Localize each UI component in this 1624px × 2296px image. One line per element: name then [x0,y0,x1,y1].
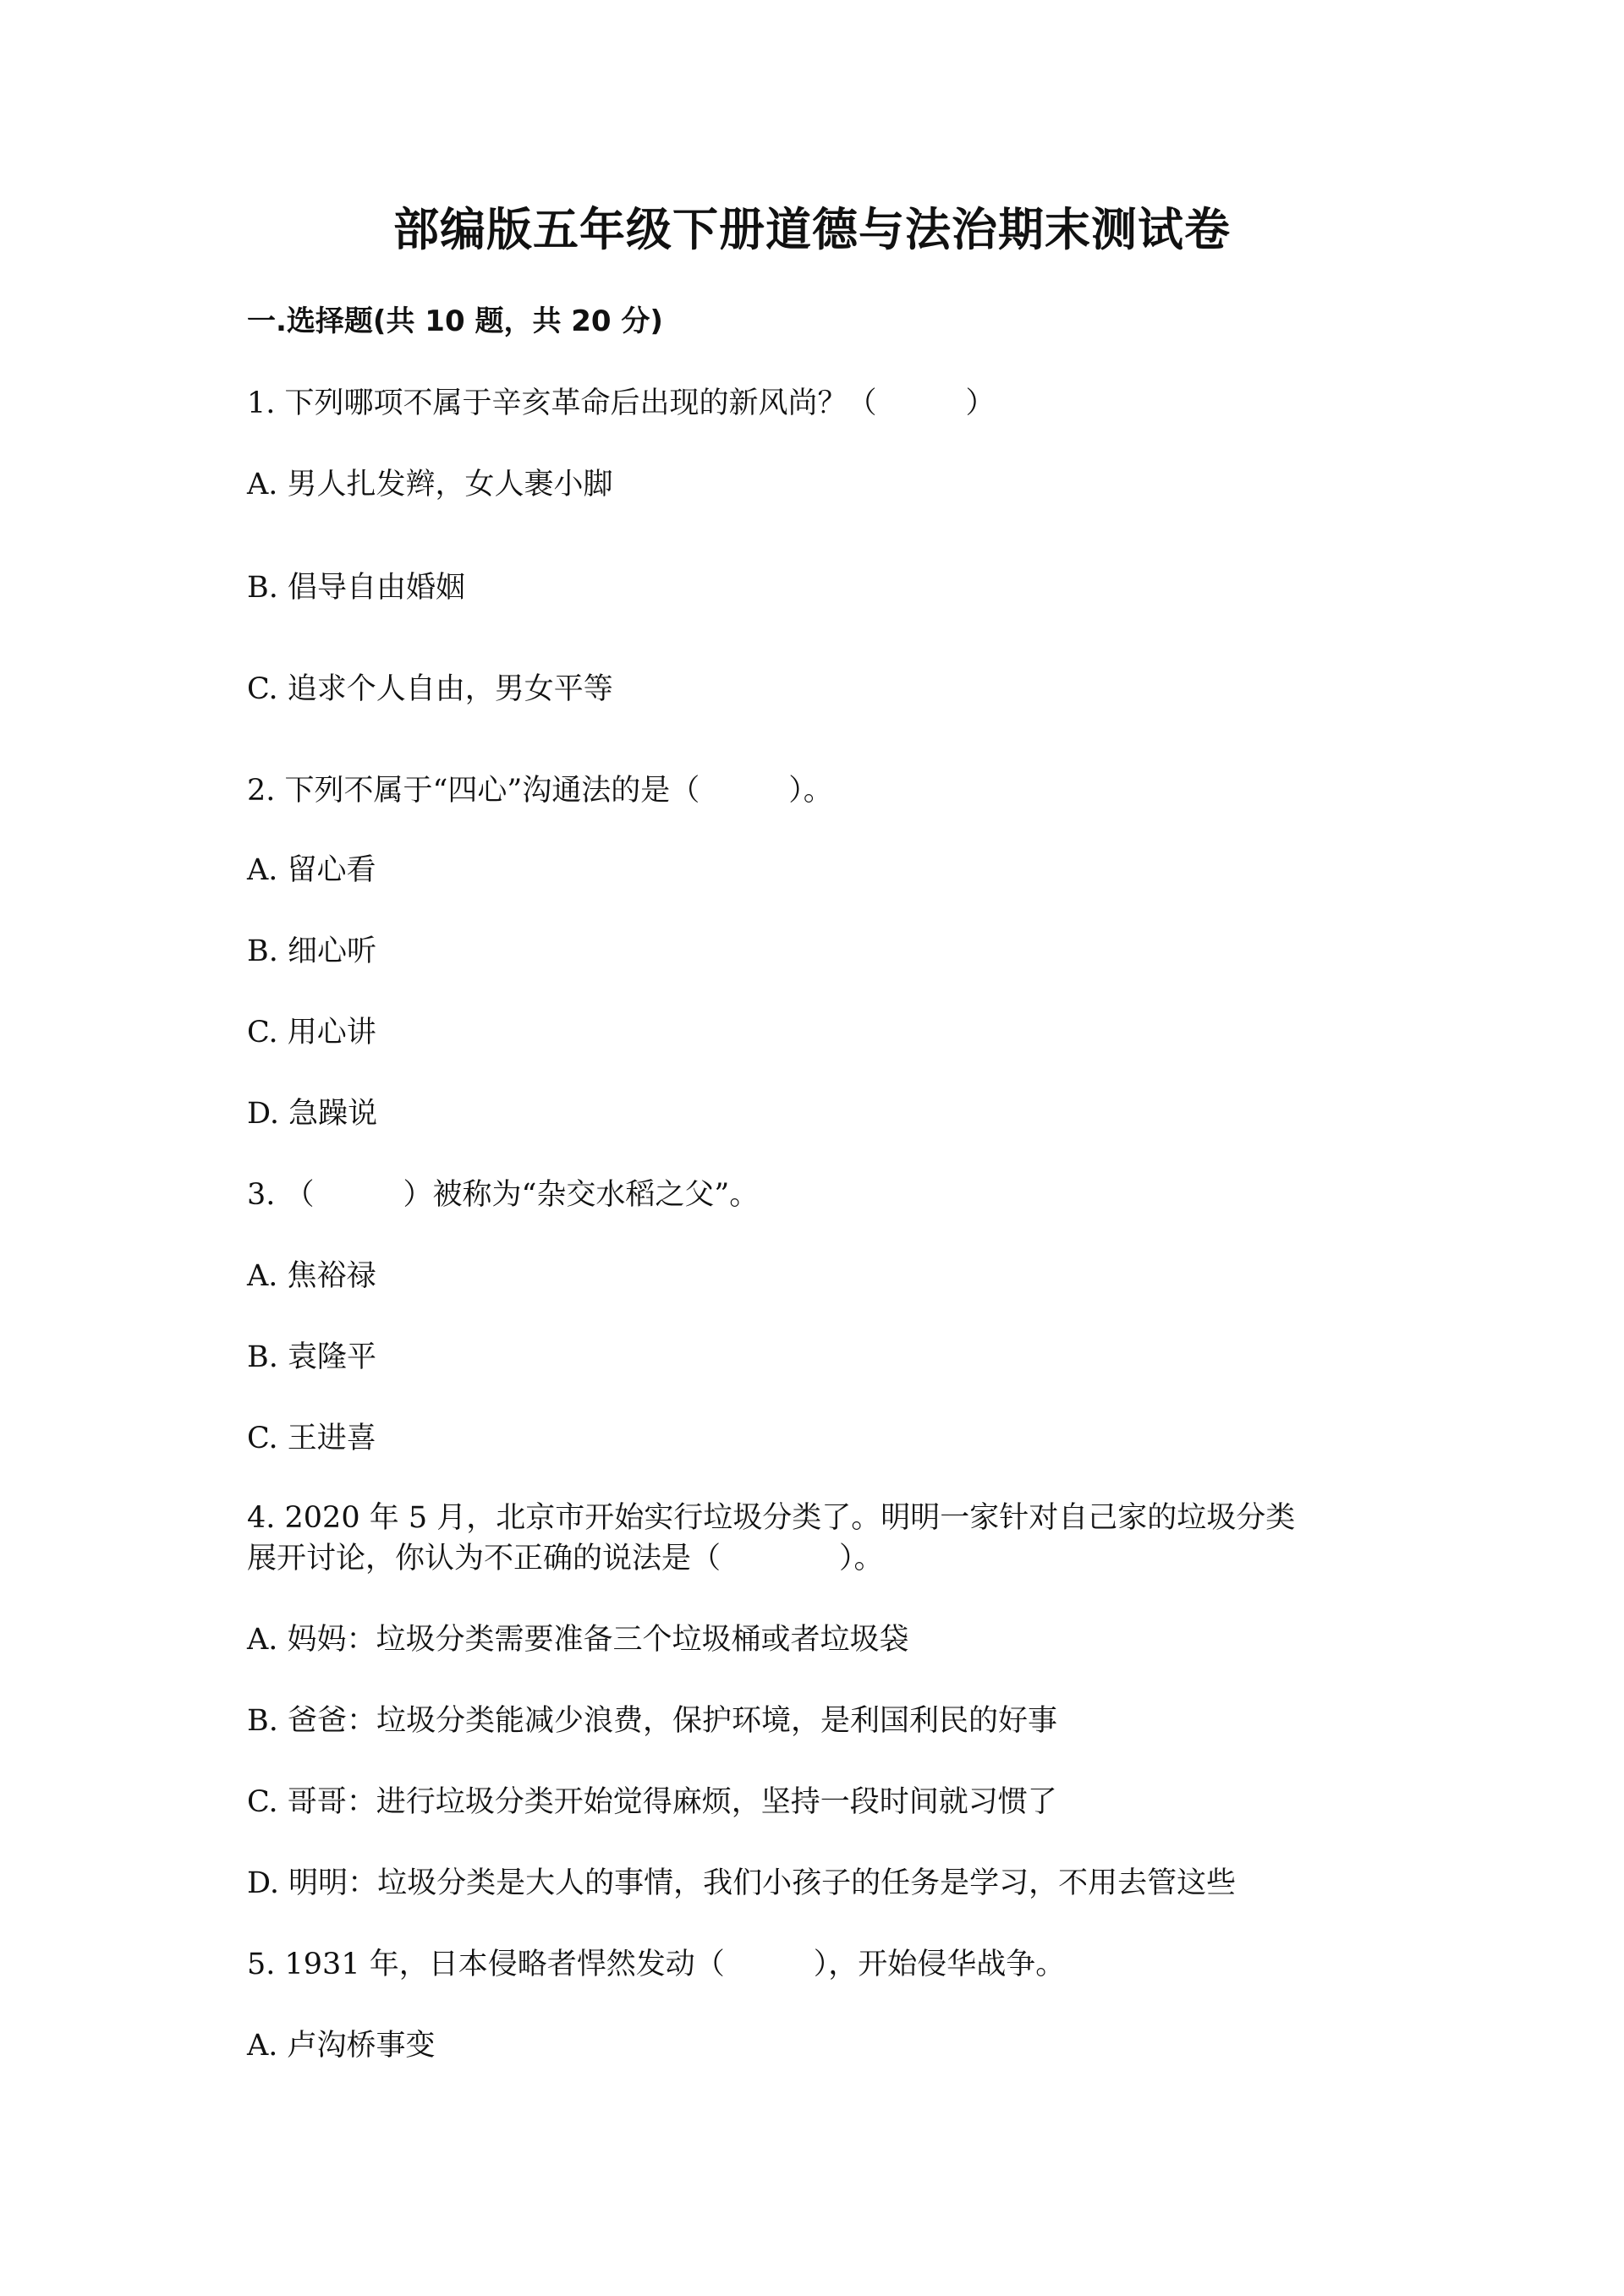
section-heading: 一.选择题(共 10 题，共 20 分) [247,304,663,338]
question-5-stem: 5. 1931 年，日本侵略者悍然发动（ ），开始侵华战争。 [247,1948,1066,1981]
question-2-option-a: A. 留心看 [247,853,376,887]
question-3-option-a: A. 焦裕禄 [247,1259,376,1293]
question-3-option-c: C. 王进喜 [247,1422,376,1455]
question-3-stem: 3. （ ）被称为“杂交水稻之父”。 [247,1178,760,1212]
question-1-option-b: B. 倡导自由婚姻 [247,571,465,605]
question-1-stem: 1. 下列哪项不属于辛亥革命后出现的新风尚？（ ） [247,386,996,420]
question-4-option-b: B. 爸爸：垃圾分类能减少浪费，保护环境，是利国利民的好事 [247,1704,1057,1738]
question-4-stem-line-2: 展开讨论，你认为不正确的说法是（ ）。 [247,1542,884,1575]
question-1-option-c: C. 追求个人自由，男女平等 [247,672,613,706]
question-2-stem: 2. 下列不属于“四心”沟通法的是（ ）。 [247,774,833,808]
question-2-option-d: D. 急躁说 [247,1097,378,1131]
question-4-option-a: A. 妈妈：垃圾分类需要准备三个垃圾桶或者垃圾袋 [247,1623,909,1657]
page-title: 部编版五年级下册道德与法治期末测试卷 [393,203,1231,256]
question-4-option-d: D. 明明：垃圾分类是大人的事情，我们小孩子的任务是学习，不用去管这些 [247,1866,1237,1900]
question-4-option-c: C. 哥哥：进行垃圾分类开始觉得麻烦，坚持一段时间就习惯了 [247,1785,1057,1819]
question-2-option-c: C. 用心讲 [247,1016,376,1049]
question-3-option-b: B. 袁隆平 [247,1340,376,1374]
question-4-stem-line-1: 4. 2020 年 5 月，北京市开始实行垃圾分类了。明明一家针对自己家的垃圾分类 [247,1501,1296,1535]
question-2-option-b: B. 细心听 [247,934,376,968]
question-5-option-a: A. 卢沟桥事变 [247,2029,436,2063]
question-1-option-a: A. 男人扎发辫，女人裹小脚 [247,468,613,501]
